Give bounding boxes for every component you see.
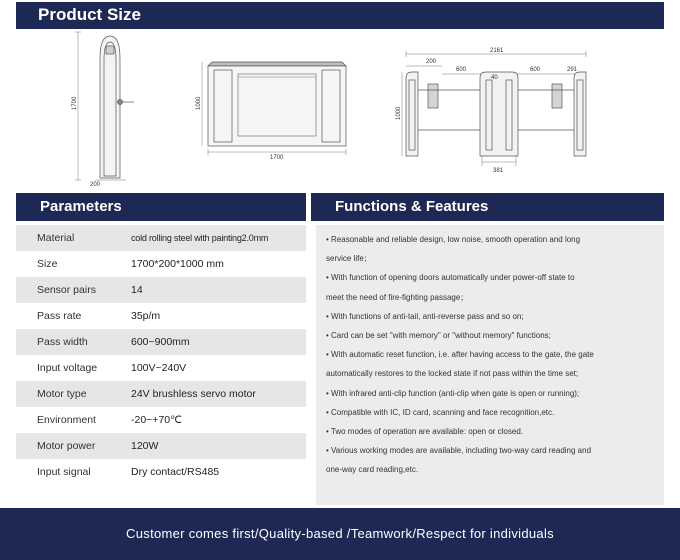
- param-label: Pass width: [37, 336, 88, 348]
- product-size-title: Product Size: [38, 5, 141, 24]
- feature-line: automatically restores to the locked state if not pass within the time set;: [326, 369, 579, 379]
- param-value: 100V~240V: [131, 362, 187, 374]
- param-value: cold rolling steel with painting2.0mm: [131, 233, 269, 243]
- param-value: 600~900mm: [131, 336, 190, 348]
- param-row-environment: [16, 407, 306, 433]
- feature-line: • Card can be set "with memory" or "without memory" functions;: [326, 331, 551, 341]
- top-height-label: 1000: [396, 106, 402, 120]
- footer-slogan: Customer comes first/Quality-based /Teamwork/Respect for individuals: [126, 526, 554, 541]
- param-label: Material: [37, 232, 75, 244]
- feature-line: meet the need of fire-fighting passage；: [326, 292, 469, 302]
- top-total-label: 2161: [490, 48, 504, 54]
- param-label: Input voltage: [37, 362, 98, 374]
- technical-drawings: [16, 30, 664, 190]
- drawings-svg: [16, 30, 664, 190]
- param-value: 120W: [131, 440, 159, 452]
- feature-line: • Compatible with IC, ID card, scanning and face recognition,etc.: [326, 407, 555, 417]
- feature-line: • With function of opening doors automatically under power-off state to: [326, 273, 575, 283]
- param-label: Sensor pairs: [37, 284, 96, 296]
- front-view-drawing: [202, 62, 346, 155]
- param-value: -20~+70℃: [131, 414, 182, 426]
- param-label: Environment: [37, 414, 96, 426]
- top-dim-40-label: 40: [491, 75, 498, 81]
- feature-line: • Reasonable and reliable design, low noise, smooth operation and long: [326, 235, 581, 244]
- top-bottom-label: 381: [493, 168, 504, 174]
- top-dim-291-label: 291: [567, 67, 578, 73]
- feature-line: • With functions of anti-tail, anti-reverse pass and so on;: [326, 311, 524, 321]
- param-row-input-signal: [16, 459, 306, 485]
- parameters-title: Parameters: [16, 193, 306, 221]
- features-header: [311, 193, 664, 221]
- feature-line: • Various working modes are available, including two-way card reading and: [326, 446, 592, 456]
- param-label: Motor power: [37, 440, 96, 452]
- top-dim-600-left-label: 600: [456, 67, 467, 73]
- param-row-pass-rate: [16, 303, 306, 329]
- product-size-header: [16, 2, 664, 29]
- footer-banner: [0, 508, 680, 560]
- param-value: Dry contact/RS485: [131, 466, 220, 478]
- top-dim-200-label: 200: [426, 59, 437, 65]
- param-row-motor-type: [16, 381, 306, 407]
- param-label: Size: [37, 258, 58, 270]
- param-row-sensor-pairs: [16, 277, 306, 303]
- param-row-input-voltage: [16, 355, 306, 381]
- param-value: 24V brushless servo motor: [131, 388, 256, 400]
- param-row-size: [16, 251, 306, 277]
- side-view-drawing: [75, 32, 134, 180]
- features-title: Functions & Features: [311, 193, 664, 221]
- top-view-drawing: [402, 51, 586, 166]
- front-height-label: 1000: [196, 96, 202, 110]
- top-dim-600-right-label: 600: [530, 67, 541, 73]
- param-value: 1700*200*1000 mm: [131, 258, 224, 270]
- feature-line: service life；: [326, 254, 372, 264]
- feature-line: • With automatic reset function, i.e. after having access to the gate, the gate: [326, 350, 594, 360]
- parameters-header: [16, 193, 306, 221]
- side-width-label: 200: [90, 182, 101, 188]
- param-label: Input signal: [37, 466, 91, 478]
- side-height-label: 1700: [72, 96, 78, 110]
- param-value: 14: [131, 284, 143, 296]
- parameters-table: [16, 225, 306, 485]
- param-label: Motor type: [37, 388, 87, 400]
- feature-line: • With infrared anti-clip function (anti-clip when gate is open or running);: [326, 388, 580, 398]
- front-length-label: 1700: [270, 155, 284, 161]
- param-row-motor-power: [16, 433, 306, 459]
- feature-line: one-way card reading,etc.: [326, 465, 419, 475]
- param-label: Pass rate: [37, 310, 82, 322]
- param-row-material: [16, 225, 306, 251]
- feature-line: • Two modes of operation are available: open or closed.: [326, 427, 523, 437]
- features-list: [316, 225, 664, 505]
- param-value: 35p/m: [131, 310, 161, 322]
- param-row-pass-width: [16, 329, 306, 355]
